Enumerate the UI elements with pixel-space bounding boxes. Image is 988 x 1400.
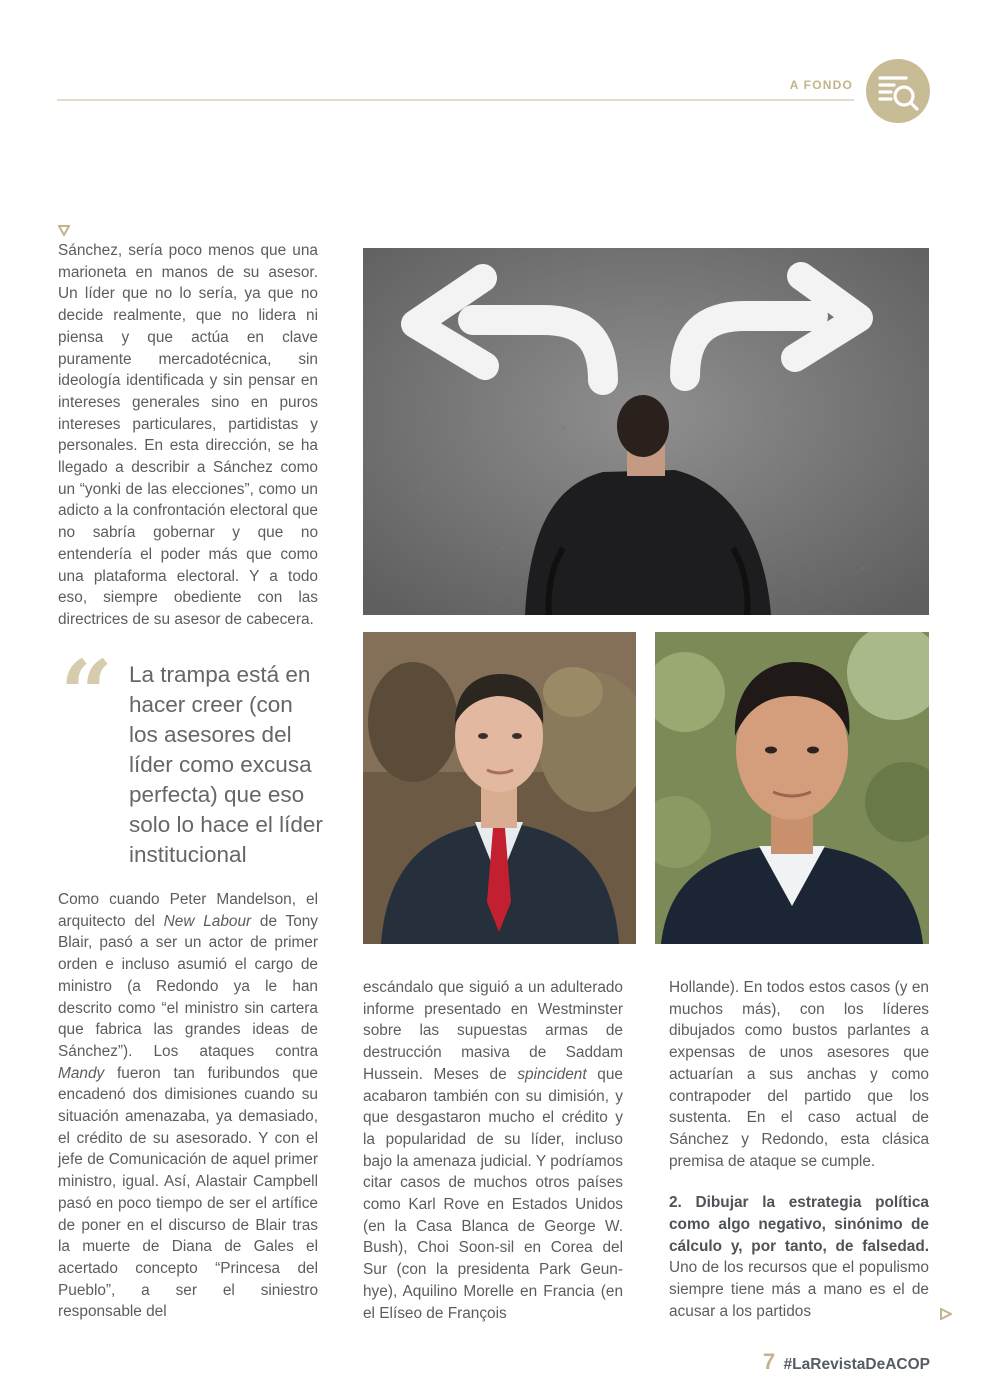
magnifier-list-icon xyxy=(866,59,930,123)
portrait-photo-advisor xyxy=(363,632,636,944)
column-3 xyxy=(669,977,929,1323)
magazine-hashtag: #LaRevistaDeACOP xyxy=(783,1356,930,1373)
header-rule xyxy=(57,99,854,101)
column-1-bottom xyxy=(58,889,318,1323)
continuation-arrow-icon xyxy=(58,224,70,236)
body-paragraph: Como cuando Peter Mandelson, el arquitecto del New Labour de Tony Blair, pasó a ser un actor de primer orden e incluso asumió el cargo de ministro (a Redondo ya le han descrito como “el ministro sin cartera que fabrica las grandes ideas de Sánchez”). Los ataques contra Mandy fueron tan furibundos que encadenó dos dimisiones cuando su situación amenazaba, ya demasiado, el crédito de su asesorado. Y con el jefe de Comunicación de aquel primer ministro, igual. Así, Alastair Campbell pasó en poco tiempo de ser el artífice de poner en el discurso de Blair tras la muerte de Diana de Gales el acertado concepto “Princesa del Pueblo”, a ser el siniestro responsable del xyxy=(58,891,319,1321)
page-number: 7 xyxy=(762,1349,776,1374)
section-label: A FONDO xyxy=(789,78,853,92)
body-paragraph: escándalo que siguió a un adulterado informe presentado en Westminster sobre las supuestas armas de destrucción masiva de Saddam Hussein. Meses de spincident que acabaron también con su dimisión, y que desgastaron mucho el crédito y la popularidad de su líder, incluso bajo la amenaza judicial. Y podríamos citar casos de muchos otros países como Karl Rove en Estados Unidos (en la Casa Blanca de George W. Bush), Choi Soon-sil en Corea del Sur (con la presidenta Park Geun-hye), Aquilino Morelle en Francia (en el Elíseo de François xyxy=(363,979,623,1322)
body-paragraph: 2. Dibujar la estrategia política como algo negativo, sinónimo de cálculo y, por tanto, de falsedad. Uno de los recursos que el populismo siempre tiene más a mano es el de acusar a los partidos xyxy=(669,1194,929,1320)
section-heading: 2. Dibujar la estrategia política como algo negativo, sinónimo de cálculo y, por tanto, de falsedad. xyxy=(669,1194,929,1255)
quote-mark: “ xyxy=(60,640,113,748)
pull-quote: La trampa está en hacer creer (con los asesores del líder como excusa perfecta) que eso solo lo hace el líder institucional xyxy=(129,662,323,867)
arrows-crossroads-photo xyxy=(363,248,929,615)
column-1-top xyxy=(58,240,318,631)
next-page-arrow-icon xyxy=(940,1308,952,1320)
footer xyxy=(763,1349,930,1375)
portrait-photo-leader xyxy=(655,632,929,944)
body-paragraph: Hollande). En todos estos casos (y en muchos más), con los líderes dibujados como bustos parlantes a expensas de unos asesores que actuarían a sus anchas y como contrapoder del partido que los sustenta. En el caso actual de Sánchez y Redondo, esta clásica premisa de ataque se cumple. xyxy=(669,979,929,1170)
column-2 xyxy=(363,977,623,1324)
body-paragraph: Sánchez, sería poco menos que una marioneta en manos de su asesor. Un líder que no lo sería, ya que no decide realmente, que no lidera ni piensa y que actúa en clave puramente mercadotécnica, sin ideología identificada y sin pensar en intereses generales sino en puros intereses particulares, partidistas y personales. En esta dirección, se ha llegado a describir a Sánchez como un “yonki de las elecciones”, como un adicto a la confrontación electoral que no sabría gobernar y que no entendería el poder más que como una plataforma electoral. Y a todo eso, siempre obediente con las directrices de su asesor de cabecera. xyxy=(58,242,318,628)
